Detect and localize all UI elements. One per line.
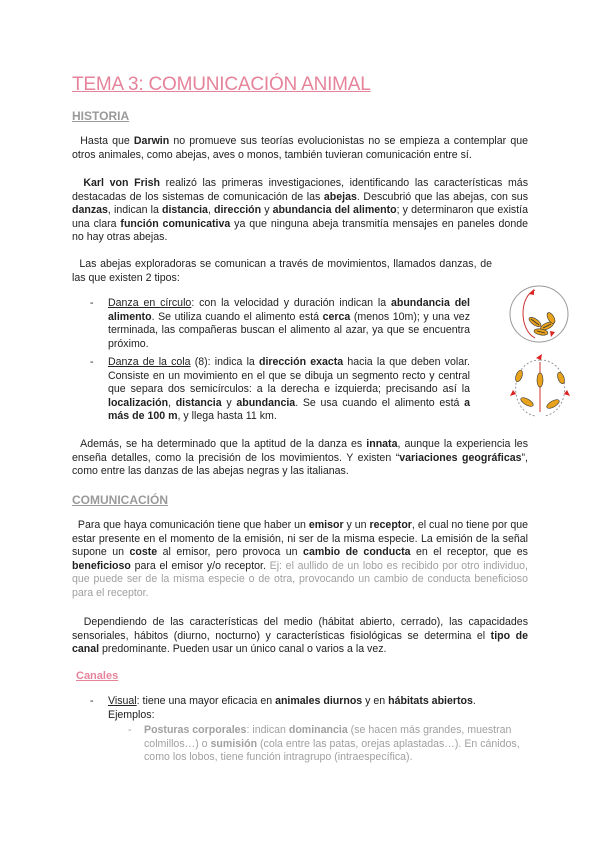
paragraph-von-frish: Karl von Frish realizó las primeras investigaciones, identificando las características más destacadas de los sistemas de comunicación de las abejas. Descubrió que las abejas, con sus danzas, indican la distancia, dirección y abundancia del alimento; y determinaron que existía una clara función comunicativa ya que ninguna abeja transmitía mensajes en paneles donde no hay otras abejas. — [72, 177, 529, 244]
paragraph-tipo-de-canal: Dependiendo de las características del medio (hábitat abierto, cerrado), las capacidades sensoriales, hábitos (diurno, nocturno) y características fisiológicas se determina el tipo de canal predominante. Pueden usar un único canal o varios a la vez. — [72, 616, 528, 656]
bullet-marker: - — [90, 297, 94, 309]
paragraph-abejas-exploradoras: Las abejas exploradoras se comunican a través de movimientos, llamados danzas, de las que existen 2 tipos: — [72, 258, 492, 284]
waggle-dance-illustration — [505, 350, 575, 426]
list-item-posturas-corporales: Posturas corporales: indican dominancia (se hacen más grandes, muestran colmillos…) o sumisión (cola entre las patas, orejas aplastadas…). En cánidos, como los lobos, tiene función intragrupo (intraespecífica). — [144, 724, 520, 764]
list-item-visual: Visual: tiene una mayor eficacia en animales diurnos y en hábitats abiertos. Ejemplos: — [108, 695, 476, 721]
bullet-marker: - — [90, 695, 94, 707]
section-heading-comunicacion: COMUNICACIÓN — [72, 493, 168, 507]
circle-dance-illustration — [505, 282, 575, 346]
paragraph-emisor-receptor: Para que haya comunicación tiene que haber un emisor y un receptor, el cual no tiene por que estar presente en el momento de la emisión, ni ser de la misma especie. La emisión de la señal supone un coste al emisor, pero provoca un cambio de conducta en el receptor, que es beneficioso para el emisor y/o receptor. Ej: el aullido de un lobo es recibido por otro individuo, que puede ser de la misma especie o de otra, provocando un cambio de conducta beneficioso para el receptor. — [72, 519, 528, 599]
paragraph-innata: Además, se ha determinado que la aptitud de la danza es innata, aunque la experiencia les enseña detalles, como la precisión de los movimientos. Y existen “variaciones geográficas”, como entre las danzas de las abejas negras y las italianas. — [72, 438, 528, 478]
section-heading-historia: HISTORIA — [72, 109, 130, 123]
list-item-danza-cola: Danza de la cola (8): indica la dirección exacta hacia la que deben volar. Consiste en un movimiento en el que se dibuja un segmento recto y central que separa dos semicírculos: a la derecha e izquierda; precisando así la localización, distancia y abundancia. Se usa cuando el alimento está a más de 100 m, y llega hasta 11 km. — [108, 356, 470, 423]
page-title: TEMA 3: COMUNICACIÓN ANIMAL — [72, 74, 371, 95]
bullet-marker: - — [128, 724, 132, 736]
list-item-danza-circulo: Danza en círculo: con la velocidad y duración indican la abundancia del alimento. Se utiliza cuando el alimento está cerca (menos 10m); y una vez terminada, las compañeras buscan el alimento al azar, ya que se encuentra próximo. — [108, 297, 470, 350]
paragraph-darwin: Hasta que Darwin no promueve sus teorías evolucionistas no se empieza a contemplar que otros animales, como abejas, aves o monos, también tuvieran comunicación entre sí. — [72, 135, 528, 161]
bullet-marker: - — [90, 356, 94, 368]
subheading-canales: Canales — [76, 670, 119, 682]
